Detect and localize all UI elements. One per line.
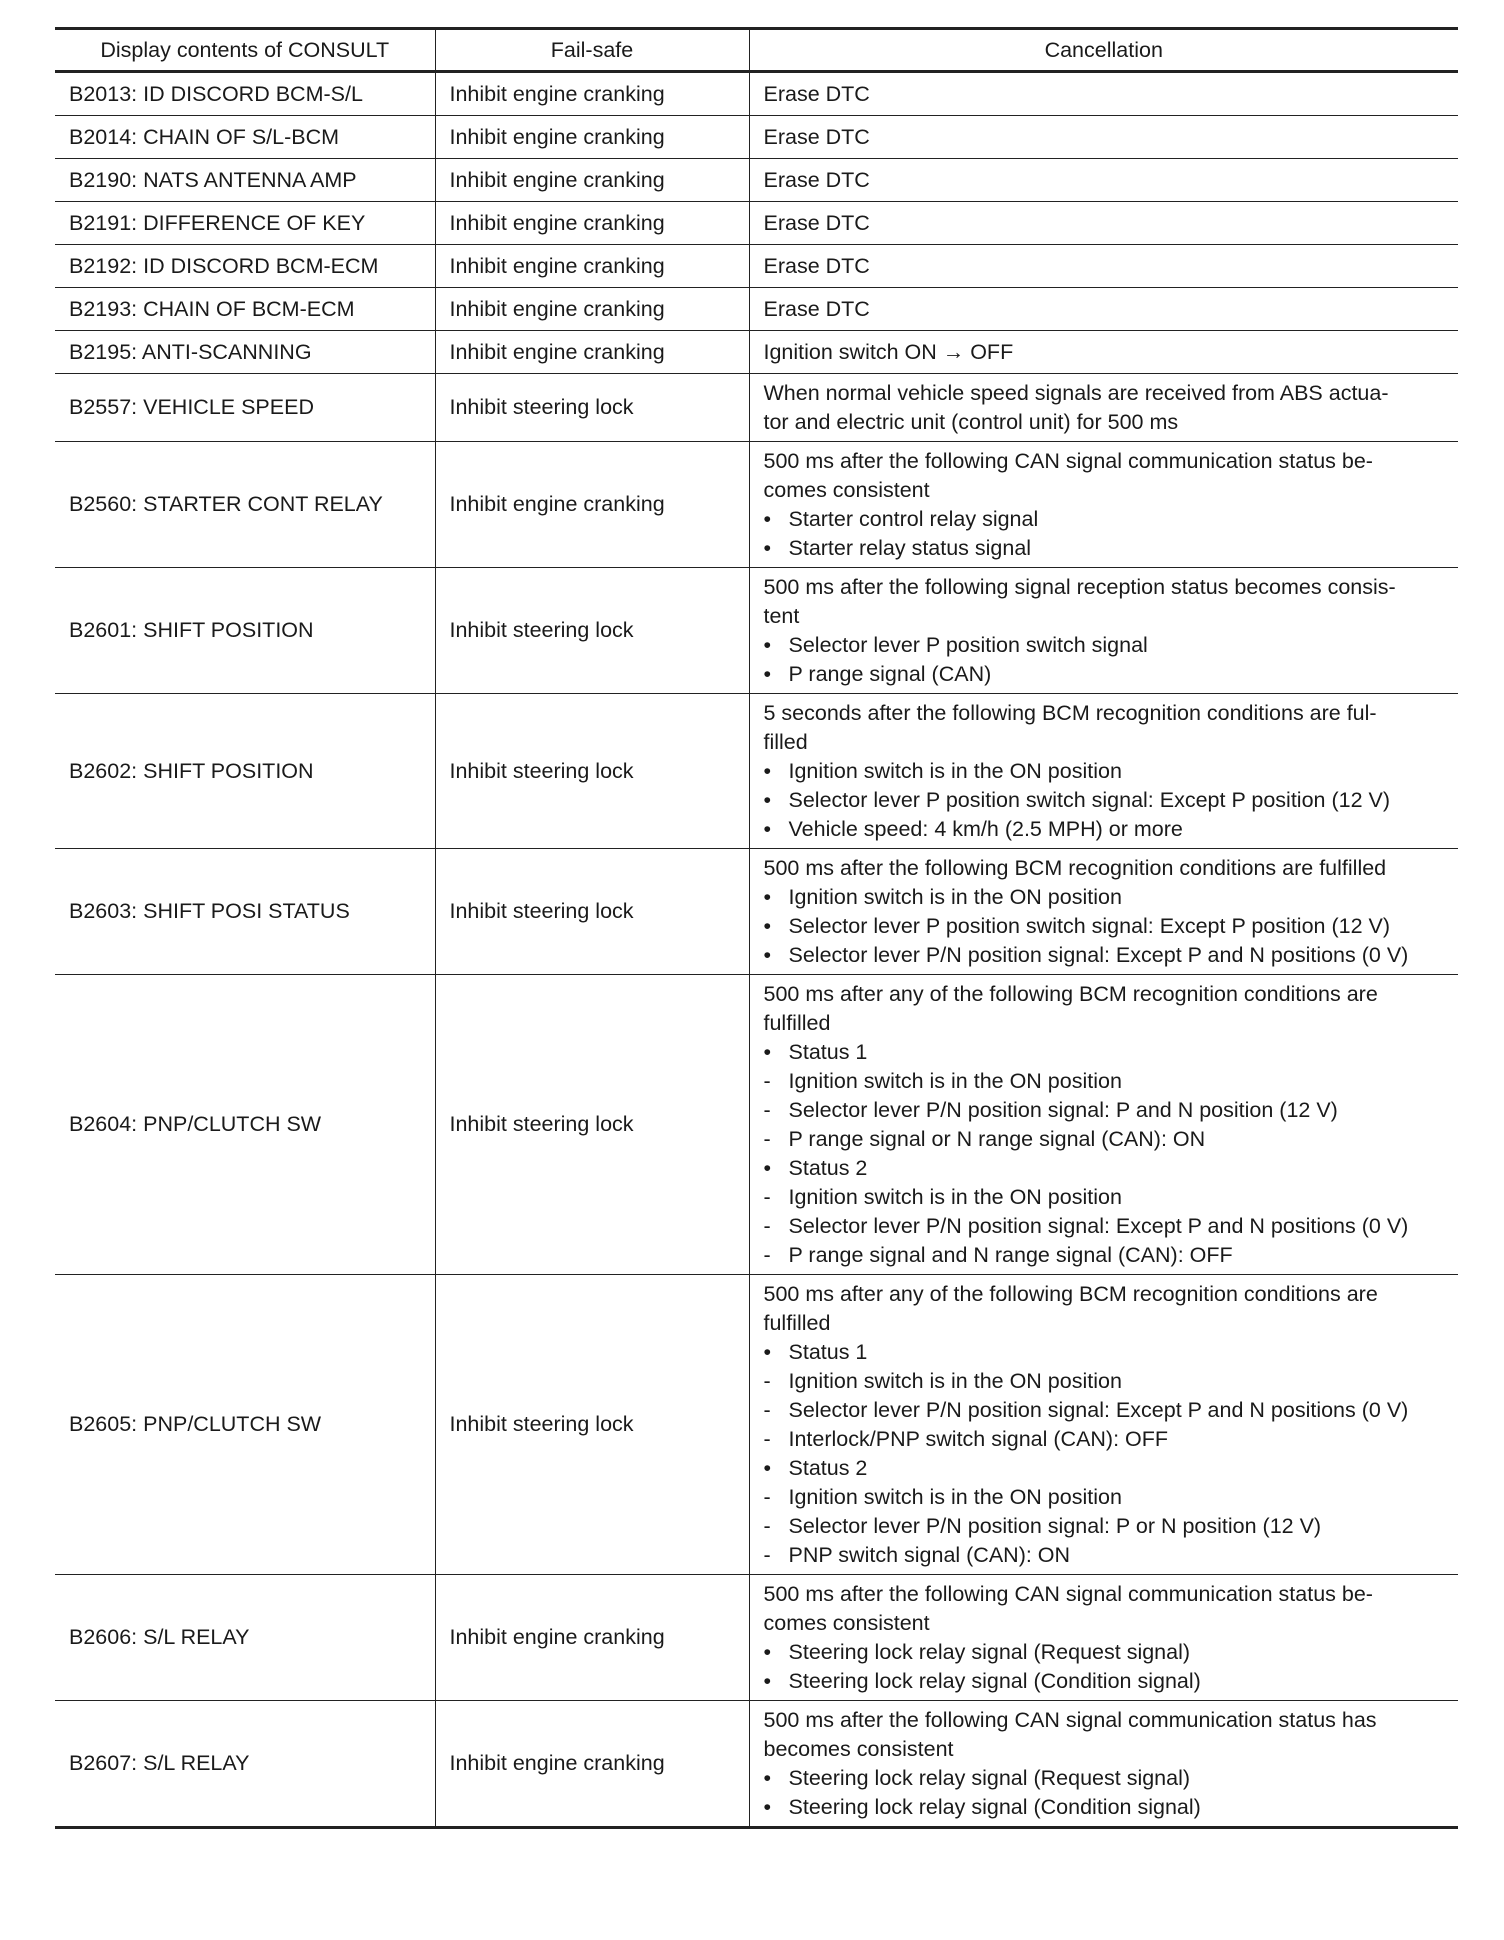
- fail-safe-action: Inhibit steering lock: [435, 849, 749, 975]
- table-row: [55, 245, 1458, 288]
- table-row: [55, 442, 1458, 568]
- bullet-marker: •: [763, 759, 772, 783]
- fail-safe-action: Inhibit engine cranking: [435, 1575, 749, 1701]
- dash-item: [764, 1241, 1445, 1270]
- dtc-display-contents: B2607: S/L RELAY: [55, 1701, 435, 1828]
- item-text: Selector lever P position switch signal: Except P position (12 V): [788, 788, 1391, 812]
- bullet-item: [764, 757, 1445, 786]
- fail-safe-action: Inhibit steering lock: [435, 568, 749, 694]
- item-text: Ignition switch is in the ON position: [788, 1185, 1122, 1209]
- cancellation-condition: [749, 849, 1458, 975]
- item-text: Starter relay status signal: [788, 536, 1032, 560]
- fail-safe-action: Inhibit engine cranking: [435, 202, 749, 245]
- cancellation-condition: [749, 1575, 1458, 1701]
- item-text: P range signal (CAN): [788, 662, 992, 686]
- bullet-marker: •: [763, 943, 772, 967]
- bullet-item: [764, 534, 1445, 563]
- item-text: P range signal or N range signal (CAN): ON: [788, 1127, 1206, 1151]
- dtc-display-contents: B2014: CHAIN OF S/L-BCM: [55, 116, 435, 159]
- dash-item: [764, 1541, 1445, 1570]
- item-text: Selector lever P/N position signal: Except P and N positions (0 V): [788, 943, 1409, 967]
- fail-safe-action: Inhibit steering lock: [435, 374, 749, 442]
- dash-item: [764, 1425, 1445, 1454]
- fail-safe-action: Inhibit engine cranking: [435, 288, 749, 331]
- bullet-item: [764, 1793, 1445, 1822]
- bullet-item: [764, 1638, 1445, 1667]
- cancellation-text-line: tent: [763, 604, 800, 628]
- bullet-marker: •: [763, 633, 772, 657]
- item-text: Status 2: [788, 1456, 868, 1480]
- cancellation-condition: [749, 245, 1458, 288]
- dash-marker: -: [763, 1243, 771, 1267]
- fail-safe-action: Inhibit engine cranking: [435, 116, 749, 159]
- bullet-item: [764, 1454, 1445, 1483]
- cancellation-text-line: 500 ms after the following CAN signal communication status has: [763, 1708, 1377, 1732]
- cancellation-text-line: 500 ms after the following BCM recognition conditions are fulfilled: [763, 856, 1387, 880]
- cancellation-text-line: Erase DTC: [763, 296, 870, 321]
- fail-safe-action: Inhibit steering lock: [435, 694, 749, 849]
- cancellation-text-line: 500 ms after any of the following BCM recognition conditions are: [763, 982, 1378, 1006]
- cancellation-condition: [749, 202, 1458, 245]
- fail-safe-action: Inhibit steering lock: [435, 1275, 749, 1575]
- bullet-marker: •: [763, 507, 772, 531]
- bullet-item: [764, 1667, 1445, 1696]
- fail-safe-table: [55, 27, 1458, 1829]
- table-row: [55, 288, 1458, 331]
- dash-item: [764, 1183, 1445, 1212]
- fail-safe-action: Inhibit engine cranking: [435, 1701, 749, 1828]
- table-header: [55, 29, 1458, 72]
- dtc-display-contents: B2605: PNP/CLUTCH SW: [55, 1275, 435, 1575]
- table-row: [55, 72, 1458, 116]
- bullet-marker: •: [763, 662, 772, 686]
- item-text: Status 1: [788, 1040, 868, 1064]
- cancellation-text-line: filled: [763, 730, 808, 754]
- dash-marker: -: [763, 1185, 771, 1209]
- cancellation-text-line: 5 seconds after the following BCM recognition conditions are ful-: [763, 701, 1377, 725]
- item-text: Status 1: [788, 1340, 868, 1364]
- cancellation-text-line: Erase DTC: [763, 253, 870, 278]
- dtc-display-contents: B2195: ANTI-SCANNING: [55, 331, 435, 374]
- item-text: Selector lever P/N position signal: P or N position (12 V): [788, 1514, 1322, 1538]
- item-text: Starter control relay signal: [788, 507, 1039, 531]
- cancellation-text-line: 500 ms after the following signal reception status becomes consis-: [763, 575, 1396, 599]
- bullet-item: [764, 941, 1445, 970]
- header-row: [55, 29, 1458, 72]
- dash-marker: -: [763, 1543, 771, 1567]
- dash-item: [764, 1483, 1445, 1512]
- cancellation-condition: [749, 374, 1458, 442]
- bullet-item: [764, 660, 1445, 689]
- cancellation-text-line: Erase DTC: [763, 210, 870, 235]
- fail-safe-action: Inhibit engine cranking: [435, 245, 749, 288]
- dash-item: [764, 1067, 1445, 1096]
- bullet-marker: •: [763, 914, 772, 938]
- table-row: [55, 202, 1458, 245]
- cancellation-text-line: 500 ms after the following CAN signal communication status be-: [763, 1582, 1373, 1606]
- bullet-marker: •: [763, 1640, 772, 1664]
- table-row: [55, 975, 1458, 1275]
- table-row: [55, 694, 1458, 849]
- cancellation-condition: [749, 1275, 1458, 1575]
- dtc-display-contents: B2602: SHIFT POSITION: [55, 694, 435, 849]
- item-text: Status 2: [788, 1156, 868, 1180]
- dash-item: [764, 1125, 1445, 1154]
- bullet-marker: •: [763, 817, 772, 841]
- table-row: [55, 1575, 1458, 1701]
- item-text: Ignition switch is in the ON position: [788, 759, 1122, 783]
- cancellation-condition: [749, 568, 1458, 694]
- item-text: P range signal and N range signal (CAN): OFF: [788, 1243, 1233, 1267]
- item-text: Ignition switch is in the ON position: [788, 1485, 1122, 1509]
- bullet-marker: •: [763, 1340, 772, 1364]
- item-text: Steering lock relay signal (Request signal): [788, 1766, 1191, 1790]
- bullet-marker: •: [763, 885, 772, 909]
- header-display-contents: Display contents of CONSULT: [55, 29, 435, 72]
- cancellation-condition: [749, 116, 1458, 159]
- cancellation-text-line: 500 ms after any of the following BCM recognition conditions are: [763, 1282, 1378, 1306]
- bullet-item: [764, 505, 1445, 534]
- table-row: [55, 331, 1458, 374]
- dtc-display-contents: B2603: SHIFT POSI STATUS: [55, 849, 435, 975]
- fail-safe-action: Inhibit engine cranking: [435, 331, 749, 374]
- bullet-item: [764, 1038, 1445, 1067]
- dash-marker: -: [763, 1427, 771, 1451]
- item-text: Selector lever P/N position signal: P and N position (12 V): [788, 1098, 1338, 1122]
- item-text: Steering lock relay signal (Condition signal): [788, 1795, 1201, 1819]
- fail-safe-action: Inhibit engine cranking: [435, 442, 749, 568]
- item-text: Selector lever P position switch signal: Except P position (12 V): [788, 914, 1391, 938]
- cancellation-condition: [749, 72, 1458, 116]
- cancellation-condition: [749, 694, 1458, 849]
- dtc-display-contents: B2191: DIFFERENCE OF KEY: [55, 202, 435, 245]
- table-row: [55, 159, 1458, 202]
- cancellation-text-line: Ignition switch ON → OFF: [763, 339, 1014, 364]
- table-row: [55, 1701, 1458, 1828]
- dtc-display-contents: B2606: S/L RELAY: [55, 1575, 435, 1701]
- cancellation-condition: [749, 442, 1458, 568]
- table-body: [55, 72, 1458, 1828]
- fail-safe-table-container: [55, 27, 1458, 1829]
- bullet-marker: •: [763, 788, 772, 812]
- dash-marker: -: [763, 1398, 771, 1422]
- item-text: Ignition switch is in the ON position: [788, 885, 1122, 909]
- item-text: Selector lever P/N position signal: Except P and N positions (0 V): [788, 1214, 1409, 1238]
- item-text: Ignition switch is in the ON position: [788, 1069, 1122, 1093]
- bullet-item: [764, 631, 1445, 660]
- bullet-item: [764, 1338, 1445, 1367]
- fail-safe-action: Inhibit engine cranking: [435, 159, 749, 202]
- dash-item: [764, 1512, 1445, 1541]
- dtc-display-contents: B2013: ID DISCORD BCM-S/L: [55, 72, 435, 116]
- item-text: Vehicle speed: 4 km/h (2.5 MPH) or more: [788, 817, 1183, 841]
- bullet-item: [764, 815, 1445, 844]
- cancellation-condition: [749, 331, 1458, 374]
- item-text: PNP switch signal (CAN): ON: [788, 1543, 1071, 1567]
- dtc-display-contents: B2193: CHAIN OF BCM-ECM: [55, 288, 435, 331]
- bullet-marker: •: [763, 1766, 772, 1790]
- dash-item: [764, 1396, 1445, 1425]
- dtc-display-contents: B2604: PNP/CLUTCH SW: [55, 975, 435, 1275]
- table-row: [55, 116, 1458, 159]
- dash-marker: -: [763, 1514, 771, 1538]
- cancellation-text-line: When normal vehicle speed signals are received from ABS actua-: [763, 381, 1389, 405]
- item-text: Selector lever P/N position signal: Except P and N positions (0 V): [788, 1398, 1409, 1422]
- bullet-item: [764, 786, 1445, 815]
- cancellation-text-line: comes consistent: [763, 478, 930, 502]
- bullet-marker: •: [763, 1040, 772, 1064]
- table-row: [55, 374, 1458, 442]
- bullet-item: [764, 1764, 1445, 1793]
- dash-item: [764, 1096, 1445, 1125]
- cancellation-text-line: Erase DTC: [763, 167, 870, 192]
- bullet-marker: •: [763, 1456, 772, 1480]
- header-cancellation: Cancellation: [749, 29, 1458, 72]
- bullet-item: [764, 1154, 1445, 1183]
- table-row: [55, 568, 1458, 694]
- dash-item: [764, 1212, 1445, 1241]
- dash-marker: -: [763, 1069, 771, 1093]
- item-text: Ignition switch is in the ON position: [788, 1369, 1122, 1393]
- bullet-marker: •: [763, 1795, 772, 1819]
- bullet-marker: •: [763, 536, 772, 560]
- item-text: Steering lock relay signal (Request signal): [788, 1640, 1191, 1664]
- item-text: Interlock/PNP switch signal (CAN): OFF: [788, 1427, 1169, 1451]
- bullet-marker: •: [763, 1156, 772, 1180]
- header-fail-safe: Fail-safe: [435, 29, 749, 72]
- item-text: Selector lever P position switch signal: [788, 633, 1148, 657]
- cancellation-condition: [749, 288, 1458, 331]
- dtc-display-contents: B2190: NATS ANTENNA AMP: [55, 159, 435, 202]
- bullet-marker: •: [763, 1669, 772, 1693]
- cancellation-text-line: 500 ms after the following CAN signal communication status be-: [763, 449, 1373, 473]
- dash-marker: -: [763, 1127, 771, 1151]
- fail-safe-action: Inhibit engine cranking: [435, 72, 749, 116]
- dtc-display-contents: B2557: VEHICLE SPEED: [55, 374, 435, 442]
- cancellation-condition: [749, 975, 1458, 1275]
- dash-marker: -: [763, 1098, 771, 1122]
- dtc-display-contents: B2192: ID DISCORD BCM-ECM: [55, 245, 435, 288]
- cancellation-condition: [749, 159, 1458, 202]
- cancellation-text-line: becomes consistent: [763, 1737, 954, 1761]
- dash-marker: -: [763, 1369, 771, 1393]
- cancellation-text-line: comes consistent: [763, 1611, 930, 1635]
- cancellation-text-line: Erase DTC: [763, 124, 870, 149]
- table-row: [55, 1275, 1458, 1575]
- dash-marker: -: [763, 1485, 771, 1509]
- cancellation-text-line: fulfilled: [763, 1311, 831, 1335]
- item-text: Steering lock relay signal (Condition signal): [788, 1669, 1201, 1693]
- dash-item: [764, 1367, 1445, 1396]
- dtc-display-contents: B2601: SHIFT POSITION: [55, 568, 435, 694]
- cancellation-text-line: Erase DTC: [763, 81, 870, 106]
- cancellation-text-line: tor and electric unit (control unit) for 500 ms: [763, 410, 1179, 434]
- cancellation-condition: [749, 1701, 1458, 1828]
- dtc-display-contents: B2560: STARTER CONT RELAY: [55, 442, 435, 568]
- dash-marker: -: [763, 1214, 771, 1238]
- bullet-item: [764, 912, 1445, 941]
- cancellation-text-line: fulfilled: [763, 1011, 831, 1035]
- bullet-item: [764, 883, 1445, 912]
- table-row: [55, 849, 1458, 975]
- fail-safe-action: Inhibit steering lock: [435, 975, 749, 1275]
